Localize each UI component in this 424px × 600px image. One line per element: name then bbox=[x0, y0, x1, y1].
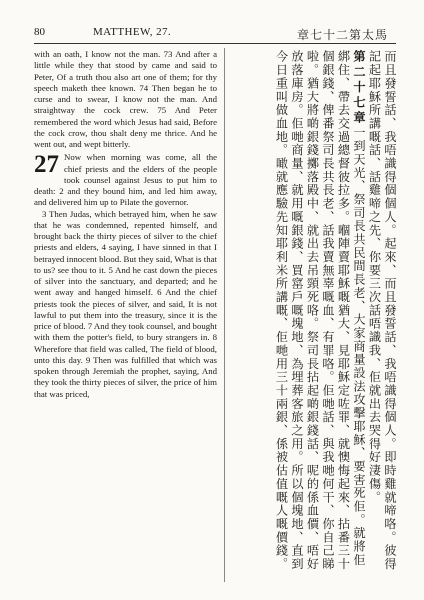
chinese-running-head: 章七十二第太馬 bbox=[296, 28, 388, 42]
chinese-text-1: 而且發誓話、我唔識得個個人。 bbox=[383, 50, 397, 237]
chinese-chapter-title: 第二十七章 bbox=[352, 50, 366, 126]
page-header bbox=[34, 26, 396, 42]
chinese-text-2: 起來、而且發誓話、我唔識得個人。即時雞就啼咯。彼得記起耶穌所講嘅話、話雞啼之先、你要三次話唔識我、佢就出去哭得好淒傷。 bbox=[367, 50, 397, 571]
chapter-dropcap: 27 bbox=[34, 151, 59, 179]
column-divider bbox=[224, 48, 225, 582]
header-rule bbox=[34, 43, 396, 44]
chinese-column bbox=[227, 50, 397, 578]
english-paragraph-1: with an oath, I know not the man. 73 And after a little while they that stood by came and said to Peter, Of a truth thou also art one of them; for thy speech maketh thee known. 74 Then began he to curse and to swear, I know not the man. And straightway the cock crew. 75 And Peter remembered the word which Jesus had said, Before the cock crow, thou shalt deny me thrice. And he went out, and wept bitterly. bbox=[34, 49, 217, 149]
english-column bbox=[34, 49, 217, 400]
english-paragraph-2 bbox=[34, 152, 217, 208]
page-number: 80 bbox=[34, 26, 45, 38]
chinese-text-3: 一到天光、祭司長共民間長老、大家商量設法攻擊耶穌、要害死佢。就將佢綁住、帶去交過總督彼拉多。 bbox=[336, 50, 366, 567]
english-paragraph-2-text: Now when morning was come, all the chief priests and the elders of the people took counsel against Jesus to put him to death: 2 and they bound him, and led him away, and delivered him up to Pilate the governor. bbox=[34, 152, 217, 208]
chinese-text-4: 嗰陣賣耶穌嘅猶大、見耶穌定咗罪、就懊悔起來、拈番三十個銀錢、俾番祭司長共長老、話我賣無辜嘅血、有罪咯。佢哋話、與我哋何干、你自己睇啦。猶大將啲銀錢擲落殿中、就出去吊頸死咯。祭司長拈起啲銀錢話、呢的係血價、唔好放落庫房。佢哋商量、就用嘅銀錢、買窰戶嘅塊地、為埋葬客旅之用。所以個塊地、直到今日重叫做血地。噉就應驗先知耶利米所講嘅、佢哋用三十兩銀、係被估值嘅人嘅價錢。 bbox=[274, 50, 351, 571]
running-head: MATTHEW, 27. bbox=[93, 26, 172, 38]
english-paragraph-3: 3 Then Judas, which betrayed him, when he saw that he was condemned, repented himself, and brought back the thirty pieces of silver to the chief priests and elders, 4 saying, I have sinned in that I betrayed innocent blood. But they said, What is that to us? see thou to it. 5 And he cast down the pieces of silver into the sanctuary, and departed; and he went away and hanged himself. 6 And the chief priests took the pieces of silver, and said, It is not lawful to put them into the treasury, since it is the price of blood. 7 And they took counsel, and bought with them the potter's field, to bury strangers in. 8 Wherefore that field was called, The field of blood, unto this day. 9 Then was fulfilled that which was spoken through Jeremiah the prophet, saying, And they took the thirty pieces of silver, the price of him that was priced, bbox=[34, 208, 217, 399]
